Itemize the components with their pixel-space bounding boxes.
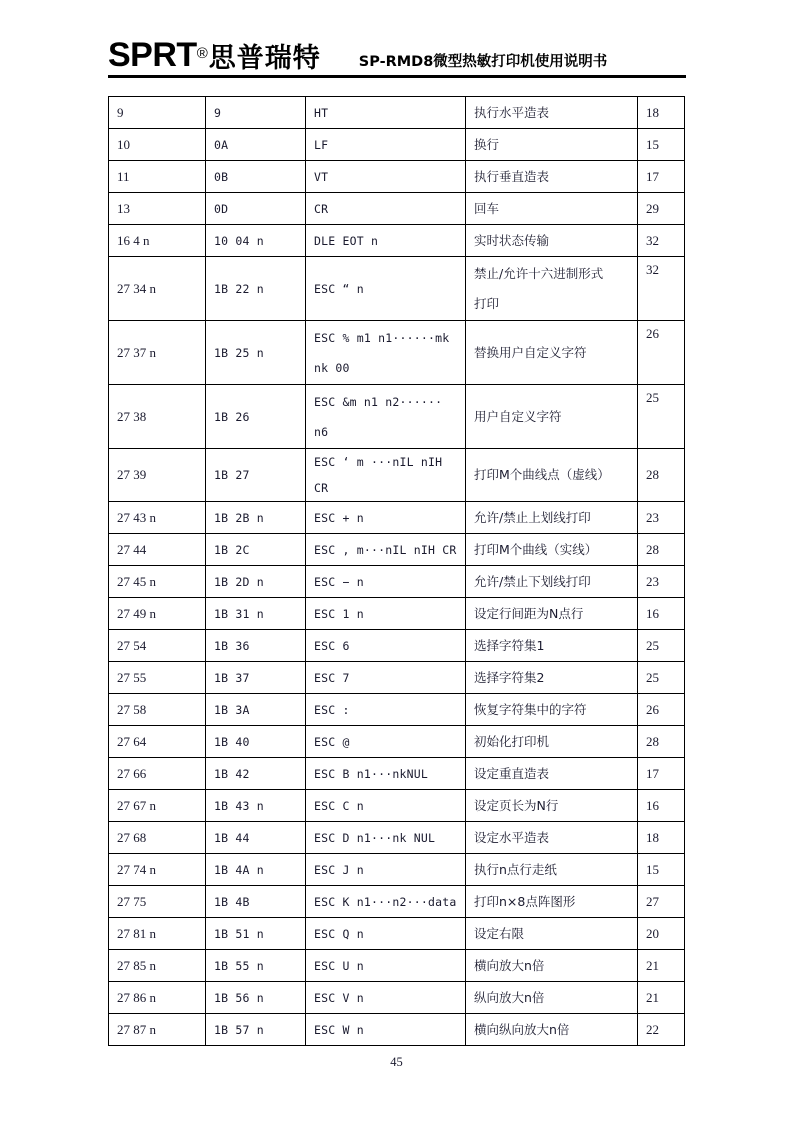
cell-description-line1: 纵向放大n倍 — [474, 989, 545, 1005]
cell-description — [466, 790, 638, 822]
page-header — [108, 28, 686, 80]
cell-hex: 1B 27 — [206, 449, 306, 502]
cell-description — [466, 161, 638, 193]
cell-ascii-line1: ESC @ — [314, 734, 350, 749]
cell-description — [466, 726, 638, 758]
cell-ascii — [306, 566, 466, 598]
cell-decimal: 10 — [109, 129, 206, 161]
cell-ascii — [306, 886, 466, 918]
cell-hex: 1B 4A n — [206, 854, 306, 886]
table-row — [109, 726, 685, 758]
cell-description — [466, 630, 638, 662]
cell-page-ref: 23 — [638, 566, 685, 598]
cell-description — [466, 982, 638, 1014]
cell-page-ref: 15 — [638, 129, 685, 161]
cell-ascii — [306, 257, 466, 321]
cell-ascii — [306, 950, 466, 982]
cell-ascii — [306, 225, 466, 257]
cell-hex: 1B 56 n — [206, 982, 306, 1014]
cell-ascii — [306, 385, 466, 449]
cell-hex: 1B 25 n — [206, 321, 306, 385]
cell-description — [466, 822, 638, 854]
cell-ascii — [306, 854, 466, 886]
table-row — [109, 534, 685, 566]
cell-decimal: 27 55 — [109, 662, 206, 694]
cell-ascii — [306, 1014, 466, 1046]
table-row — [109, 193, 685, 225]
cell-ascii-line1: ESC 1 n — [314, 606, 364, 621]
table-row — [109, 598, 685, 630]
cell-decimal: 27 85 n — [109, 950, 206, 982]
cell-description-line1: 选择字符集2 — [474, 669, 545, 685]
cell-hex: 9 — [206, 97, 306, 129]
cell-ascii-line1: ESC + n — [314, 510, 364, 525]
cell-ascii — [306, 321, 466, 385]
cell-decimal: 27 75 — [109, 886, 206, 918]
cell-page-ref: 26 — [638, 321, 685, 385]
cell-decimal: 11 — [109, 161, 206, 193]
cell-page-ref: 21 — [638, 950, 685, 982]
cell-description — [466, 598, 638, 630]
cell-ascii — [306, 982, 466, 1014]
table-body — [109, 97, 685, 1046]
cell-ascii-line1: ESC B n1···nkNUL — [314, 766, 428, 781]
cell-decimal: 27 86 n — [109, 982, 206, 1014]
cell-page-ref: 27 — [638, 886, 685, 918]
cell-description — [466, 321, 638, 385]
cell-ascii-line1: ESC K n1···n2···data — [314, 894, 457, 909]
cell-description — [466, 918, 638, 950]
cell-ascii-line1: ESC V n — [314, 990, 364, 1005]
cell-page-ref: 18 — [638, 97, 685, 129]
cell-ascii-line1: LF — [314, 137, 329, 152]
command-reference-table — [108, 96, 685, 1046]
cell-description — [466, 758, 638, 790]
cell-description-line1: 允许/禁止下划线打印 — [474, 573, 591, 589]
cell-description — [466, 97, 638, 129]
cell-page-ref: 23 — [638, 502, 685, 534]
cell-ascii-line1: ESC 7 — [314, 670, 350, 685]
cell-decimal: 13 — [109, 193, 206, 225]
cell-description — [466, 886, 638, 918]
table-row — [109, 225, 685, 257]
cell-description-line1: 禁止/允许十六进制形式 — [474, 265, 604, 281]
cell-ascii-line1: ESC ‘ m ···nIL nIH CR — [314, 455, 443, 495]
cell-decimal: 27 44 — [109, 534, 206, 566]
cell-ascii — [306, 726, 466, 758]
cell-description — [466, 534, 638, 566]
cell-decimal: 27 68 — [109, 822, 206, 854]
cell-ascii — [306, 502, 466, 534]
cell-hex: 0D — [206, 193, 306, 225]
cell-description-line1: 替换用户自定义字符 — [474, 344, 587, 360]
cell-description-line1: 执行水平造表 — [474, 104, 550, 120]
table-row — [109, 129, 685, 161]
cell-decimal: 27 43 n — [109, 502, 206, 534]
table-row — [109, 886, 685, 918]
cell-decimal: 27 39 — [109, 449, 206, 502]
cell-hex: 1B 2D n — [206, 566, 306, 598]
table-row — [109, 822, 685, 854]
cell-page-ref: 15 — [638, 854, 685, 886]
cell-description — [466, 950, 638, 982]
table-row — [109, 449, 685, 502]
cell-ascii-line1: ESC D n1···nk NUL — [314, 830, 436, 845]
table-row — [109, 662, 685, 694]
cell-ascii — [306, 822, 466, 854]
cell-description — [466, 502, 638, 534]
table-row — [109, 630, 685, 662]
cell-description-line2: 打印 — [474, 295, 500, 311]
cell-ascii-line2: n6 — [314, 424, 329, 439]
cell-ascii-line1: ESC Q n — [314, 926, 364, 941]
cell-page-ref: 16 — [638, 598, 685, 630]
cell-ascii-line1: HT — [314, 105, 329, 120]
cell-decimal: 27 67 n — [109, 790, 206, 822]
cell-hex: 1B 43 n — [206, 790, 306, 822]
cell-description — [466, 1014, 638, 1046]
cell-ascii — [306, 534, 466, 566]
cell-description-line1: 选择字符集1 — [474, 637, 545, 653]
cell-page-ref: 16 — [638, 790, 685, 822]
cell-page-ref: 25 — [638, 662, 685, 694]
cell-page-ref: 20 — [638, 918, 685, 950]
cell-ascii — [306, 694, 466, 726]
cell-hex: 1B 2C — [206, 534, 306, 566]
cell-page-ref: 17 — [638, 161, 685, 193]
cell-ascii-line1: ESC − n — [314, 574, 364, 589]
brand-chinese-text: 思普瑞特 — [208, 43, 321, 74]
cell-description-line1: 横向纵向放大n倍 — [474, 1021, 570, 1037]
table-row — [109, 97, 685, 129]
cell-ascii — [306, 161, 466, 193]
cell-description — [466, 694, 638, 726]
cell-page-ref: 25 — [638, 630, 685, 662]
cell-description-line1: 设定页长为N行 — [474, 797, 559, 813]
cell-decimal: 27 37 n — [109, 321, 206, 385]
cell-decimal: 27 54 — [109, 630, 206, 662]
table-row — [109, 950, 685, 982]
cell-description-line1: 执行垂直造表 — [474, 168, 550, 184]
header-divider — [108, 75, 686, 78]
cell-description-line1: 恢复字符集中的字符 — [474, 701, 587, 717]
cell-description — [466, 449, 638, 502]
cell-hex: 1B 55 n — [206, 950, 306, 982]
cell-description — [466, 225, 638, 257]
cell-hex: 1B 3A — [206, 694, 306, 726]
cell-description — [466, 662, 638, 694]
table-row — [109, 694, 685, 726]
cell-page-ref: 32 — [638, 257, 685, 321]
cell-hex: 1B 2B n — [206, 502, 306, 534]
document-title: SP-RMD8微型热敏打印机使用说明书 — [358, 53, 608, 70]
cell-page-ref: 25 — [638, 385, 685, 449]
cell-description-line1: 打印n×8点阵图形 — [474, 893, 576, 909]
cell-ascii — [306, 662, 466, 694]
cell-hex: 1B 22 n — [206, 257, 306, 321]
cell-ascii — [306, 918, 466, 950]
cell-description-line1: 回车 — [474, 200, 500, 216]
cell-hex: 0B — [206, 161, 306, 193]
cell-hex: 1B 44 — [206, 822, 306, 854]
cell-description-line1: 打印M个曲线点（虚线） — [474, 467, 610, 482]
cell-decimal: 27 81 n — [109, 918, 206, 950]
page-number: 45 — [390, 1055, 403, 1069]
cell-decimal: 27 45 n — [109, 566, 206, 598]
cell-hex: 1B 36 — [206, 630, 306, 662]
cell-ascii — [306, 97, 466, 129]
registered-trademark-icon: ® — [196, 45, 208, 62]
cell-page-ref: 22 — [638, 1014, 685, 1046]
table-row — [109, 758, 685, 790]
table-row — [109, 566, 685, 598]
cell-page-ref: 21 — [638, 982, 685, 1014]
cell-ascii-line1: DLE EOT n — [314, 233, 379, 248]
cell-description — [466, 854, 638, 886]
table-row — [109, 790, 685, 822]
cell-ascii-line1: ESC J n — [314, 862, 364, 877]
table-row — [109, 854, 685, 886]
cell-hex: 1B 31 n — [206, 598, 306, 630]
cell-decimal: 9 — [109, 97, 206, 129]
cell-hex: 1B 4B — [206, 886, 306, 918]
cell-ascii-line1: ESC : — [314, 702, 350, 717]
cell-hex: 1B 57 n — [206, 1014, 306, 1046]
cell-hex: 1B 26 — [206, 385, 306, 449]
cell-description — [466, 385, 638, 449]
cell-page-ref: 17 — [638, 758, 685, 790]
cell-description-line1: 初始化打印机 — [474, 733, 550, 749]
table-row — [109, 161, 685, 193]
cell-hex: 10 04 n — [206, 225, 306, 257]
cell-ascii — [306, 449, 466, 502]
cell-ascii-line1: ESC % m1 n1······mk — [314, 330, 450, 345]
cell-ascii-line1: ESC &m n1 n2······ — [314, 394, 443, 409]
cell-description — [466, 566, 638, 598]
table-row — [109, 385, 685, 449]
cell-description-line1: 实时状态传输 — [474, 232, 550, 248]
cell-description-line1: 允许/禁止上划线打印 — [474, 509, 591, 525]
cell-description-line1: 用户自定义字符 — [474, 408, 562, 424]
cell-description — [466, 129, 638, 161]
cell-hex: 0A — [206, 129, 306, 161]
cell-ascii-line1: ESC “ n — [314, 281, 364, 296]
cell-hex: 1B 40 — [206, 726, 306, 758]
cell-page-ref: 26 — [638, 694, 685, 726]
cell-description-line1: 设定重直造表 — [474, 765, 550, 781]
table-row — [109, 982, 685, 1014]
cell-decimal: 27 74 n — [109, 854, 206, 886]
cell-decimal: 27 87 n — [109, 1014, 206, 1046]
header-row — [108, 28, 686, 72]
cell-description — [466, 193, 638, 225]
cell-page-ref: 28 — [638, 726, 685, 758]
table-row — [109, 1014, 685, 1046]
cell-ascii-line1: ESC W n — [314, 1022, 364, 1037]
cell-description-line1: 设定行间距为N点行 — [474, 605, 584, 621]
cell-hex: 1B 42 — [206, 758, 306, 790]
brand-latin-text: SPRT — [108, 36, 197, 74]
cell-page-ref: 28 — [638, 449, 685, 502]
cell-page-ref: 29 — [638, 193, 685, 225]
cell-ascii-line2: nk 00 — [314, 360, 350, 375]
cell-page-ref: 28 — [638, 534, 685, 566]
cell-hex: 1B 51 n — [206, 918, 306, 950]
cell-decimal: 27 58 — [109, 694, 206, 726]
cell-description-line1: 换行 — [474, 136, 500, 152]
cell-decimal: 27 34 n — [109, 257, 206, 321]
cell-ascii-line1: ESC 6 — [314, 638, 350, 653]
table-row — [109, 918, 685, 950]
table-row — [109, 321, 685, 385]
cell-description — [466, 257, 638, 321]
cell-ascii-line1: ESC , m···nIL nIH CR — [314, 542, 457, 557]
cell-page-ref: 32 — [638, 225, 685, 257]
cell-description-line1: 设定右限 — [474, 925, 525, 941]
cell-description-line1: 执行n点行走纸 — [474, 861, 557, 877]
cell-ascii — [306, 193, 466, 225]
cell-ascii-line1: ESC C n — [314, 798, 364, 813]
cell-page-ref: 18 — [638, 822, 685, 854]
cell-ascii-line1: CR — [314, 201, 329, 216]
cell-ascii-line1: ESC U n — [314, 958, 364, 973]
cell-description-line1: 打印M个曲线（实线） — [474, 541, 598, 557]
cell-description-line1: 横向放大n倍 — [474, 957, 545, 973]
cell-hex: 1B 37 — [206, 662, 306, 694]
cell-decimal: 27 49 n — [109, 598, 206, 630]
cell-decimal: 16 4 n — [109, 225, 206, 257]
cell-ascii — [306, 758, 466, 790]
cell-ascii — [306, 790, 466, 822]
cell-decimal: 27 38 — [109, 385, 206, 449]
cell-ascii — [306, 630, 466, 662]
cell-ascii — [306, 129, 466, 161]
cell-decimal: 27 64 — [109, 726, 206, 758]
cell-decimal: 27 66 — [109, 758, 206, 790]
cell-ascii — [306, 598, 466, 630]
cell-ascii-line1: VT — [314, 169, 329, 184]
table-row — [109, 257, 685, 321]
table-row — [109, 502, 685, 534]
cell-description-line1: 设定水平造表 — [474, 829, 550, 845]
